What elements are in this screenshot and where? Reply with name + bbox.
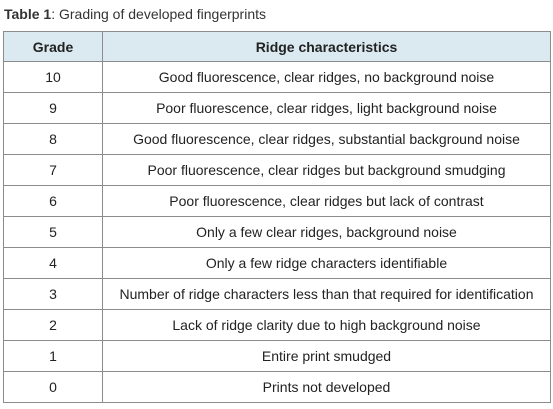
table-row: [4, 372, 551, 403]
ridge-cell: Good fluorescence, clear ridges, no background noise: [103, 62, 551, 93]
table-row: [4, 62, 551, 93]
table-row: [4, 124, 551, 155]
ridge-cell: Prints not developed: [103, 372, 551, 403]
ridge-cell: Number of ridge characters less than that required for identification: [103, 279, 551, 310]
grade-cell: 5: [4, 217, 103, 248]
table-row: [4, 279, 551, 310]
grade-cell: 3: [4, 279, 103, 310]
ridge-cell: Poor fluorescence, clear ridges but background smudging: [103, 155, 551, 186]
grade-cell: 9: [4, 93, 103, 124]
table-row: [4, 248, 551, 279]
table-caption: [4, 5, 266, 23]
table-row: [4, 93, 551, 124]
ridge-cell: Entire print smudged: [103, 341, 551, 372]
header-ridge-characteristics: Ridge characteristics: [103, 32, 551, 62]
ridge-cell: Poor fluorescence, clear ridges but lack of contrast: [103, 186, 551, 217]
table-row: [4, 155, 551, 186]
table-row: [4, 217, 551, 248]
ridge-cell: Lack of ridge clarity due to high background noise: [103, 310, 551, 341]
table-row: [4, 310, 551, 341]
grade-cell: 6: [4, 186, 103, 217]
ridge-cell: Only a few ridge characters identifiable: [103, 248, 551, 279]
grade-cell: 1: [4, 341, 103, 372]
table-caption-label: Table 1: [4, 6, 52, 22]
table-row: [4, 341, 551, 372]
header-grade: Grade: [4, 32, 103, 62]
grade-cell: 4: [4, 248, 103, 279]
grade-cell: 7: [4, 155, 103, 186]
table-header-row: [4, 32, 551, 62]
ridge-cell: Poor fluorescence, clear ridges, light background noise: [103, 93, 551, 124]
ridge-cell: Only a few clear ridges, background noise: [103, 217, 551, 248]
grading-table: [3, 31, 551, 403]
grade-cell: 2: [4, 310, 103, 341]
table-caption-text: : Grading of developed fingerprints: [51, 6, 267, 22]
ridge-cell: Good fluorescence, clear ridges, substantial background noise: [103, 124, 551, 155]
table-row: [4, 186, 551, 217]
grade-cell: 0: [4, 372, 103, 403]
grade-cell: 8: [4, 124, 103, 155]
grade-cell: 10: [4, 62, 103, 93]
